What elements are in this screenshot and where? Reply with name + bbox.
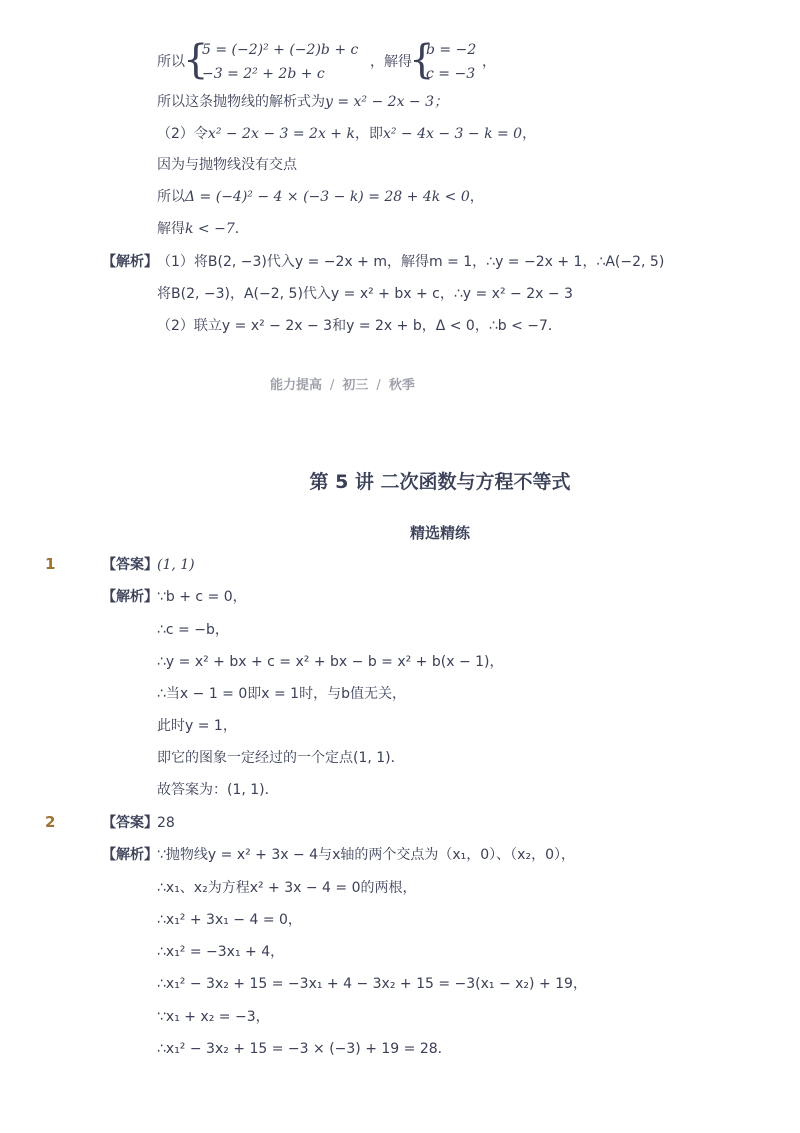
analysis-line: 此时y = 1， [157,718,237,734]
analysis-line: 故答案为：(1, 1)． [157,782,279,798]
prev-text: （2）令 [157,126,208,142]
footer-item: 能力提高 [270,378,323,393]
answer-value: (1, 1) [157,557,195,573]
footer-separator: / [330,378,335,393]
left-brace: { [409,37,435,83]
analysis-line: ∴x₁² + 3x₁ − 4 = 0， [157,912,302,928]
analysis-line: ∴y = x² + bx + c = x² + bx − b = x² + b(x − 1)， [157,654,504,670]
solve-sep: ，解得 [370,54,412,70]
analysis-tag: 【解析】 [102,589,158,605]
analysis-line: ∴x₁² − 3x₂ + 15 = −3 × (−3) + 19 = 28． [157,1041,452,1057]
analysis-line: ∴c = −b， [157,622,229,638]
prev-math: x² − 4x − 3 − k = 0 [382,126,523,142]
prev-line-4: 因为与抛物线没有交点 [157,157,297,173]
analysis-line: ∴当x − 1 = 0即x = 1时，与b值无关， [157,686,406,702]
analysis-line: ∵b + c = 0， [157,589,247,605]
prev-math: k < −7 [185,221,235,237]
analysis-line-3: （2）联立y = x² − 2x − 3和y = 2x + b，Δ < 0，∴b < −7． [157,318,562,334]
system2-eq1: b = −2 [426,42,477,58]
analysis-line: ∴x₁² = −3x₁ + 4， [157,944,285,960]
analysis-line: 即它的图象一定经过的一个定点(1, 1)． [157,750,405,766]
prev-line-6 [157,219,249,239]
analysis-tag: 【解析】 [102,847,158,863]
prev-math: y = x² − 2x − 3； [325,94,449,110]
prev-text: 所以 [157,189,185,205]
prev-line-2 [157,92,448,112]
prev-math: Δ = (−4)² − 4 × (−3 − k) = 28 + 4k < 0 [185,189,470,205]
footer-item: 秋季 [388,378,415,393]
analysis-line: ∵x₁ + x₂ = −3， [157,1009,270,1025]
footer-separator: / [376,378,381,393]
prev-text: ， [469,189,484,205]
prev-math: x² − 2x − 3 = 2x + k [207,126,355,142]
page-footer-breadcrumb [270,374,415,393]
answer-tag: 【答案】 [102,815,158,831]
chapter-title: 第 5 讲 二次函数与方程不等式 [309,471,571,493]
analysis-line: ∴x₁² − 3x₂ + 15 = −3x₁ + 4 − 3x₂ + 15 = −3(x₁ − x₂) + 19， [157,976,587,992]
system1-eq1: 5 = (−2)² + (−2)b + c [202,42,359,58]
analysis-line: ∴x₁、x₂为方程x² + 3x − 4 = 0的两根， [157,880,417,896]
prev-text: 解得 [157,221,185,237]
answer-value: 28 [157,815,175,831]
footer-item: 初三 [342,378,369,393]
question-number: 1 [45,555,56,573]
prev-text: 所以这条抛物线的解析式为 [157,94,325,110]
analysis-line-2: 将B(2, −3)，A(−2, 5)代入y = x² + bx + c，∴y = x² − 2x − 3 [157,286,573,302]
sys-end-comma: ， [482,54,496,70]
analysis-tag: 【解析】 [102,254,158,270]
question-number: 2 [45,813,56,831]
analysis-line: ∵抛物线y = x² + 3x − 4与x轴的两个交点为（x₁，0）、（x₂，0）， [157,847,575,863]
prev-text: ． [234,221,249,237]
answer-tag: 【答案】 [102,557,158,573]
system1-eq2: −3 = 2² + 2b + c [202,66,325,82]
prev-line-5 [157,187,484,207]
left-brace: { [183,37,209,83]
prev-text: ，即 [354,126,383,142]
prev-text: ， [522,126,537,142]
analysis-line-1: （1）将B(2, −3)代入y = −2x + m，解得m = 1，∴y = −2x + 1，∴A(−2, 5) [157,254,665,270]
system2-eq2: c = −3 [426,66,476,82]
prev-line-3 [157,124,536,144]
prev-line-1 [157,52,185,72]
section-title: 精选精练 [409,524,470,542]
prev-text: 所以 [157,54,185,70]
